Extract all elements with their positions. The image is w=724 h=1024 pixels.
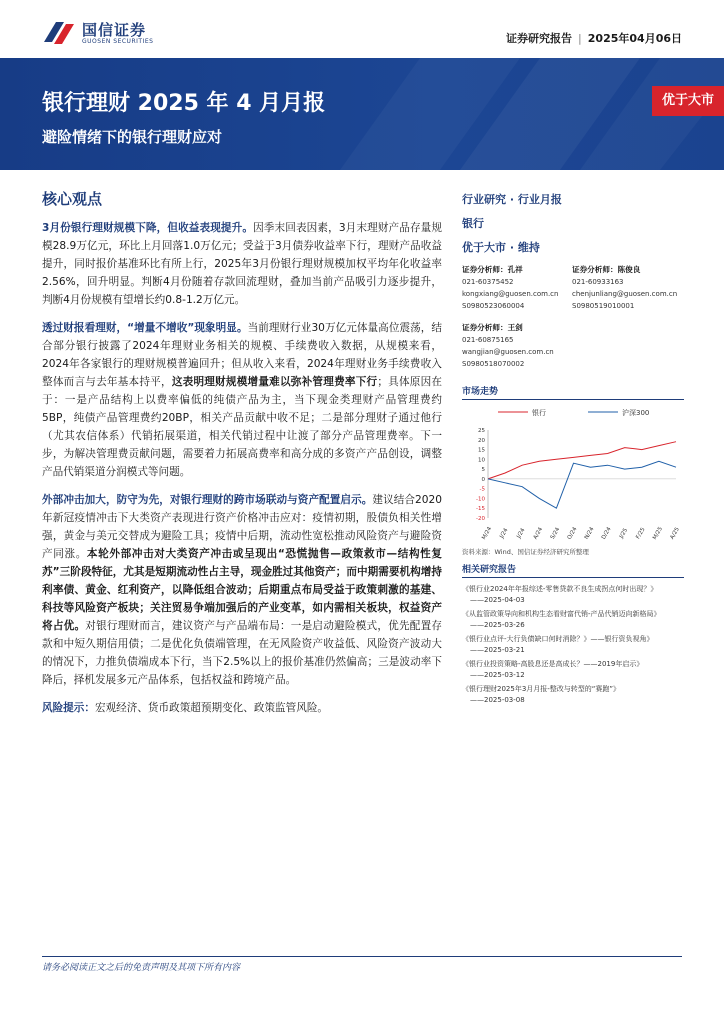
market-trend-chart <box>462 400 684 545</box>
analyst-list <box>462 264 684 380</box>
guosen-logo-icon <box>42 18 76 48</box>
footer-disclaimer: 请务必阅读正文之后的免责声明及其项下所有内容 <box>42 963 241 973</box>
y-tick-label: -15 <box>476 506 485 513</box>
analyst-card <box>462 264 558 312</box>
related-report-item[interactable] <box>462 659 684 681</box>
analyst-cert: S0980523060004 <box>462 302 525 310</box>
logo-text-en: GUOSEN SECURITIES <box>82 38 154 45</box>
related-report-item[interactable] <box>462 634 684 656</box>
sidebar <box>462 188 684 709</box>
paragraph-lead: 透过财报看理财，“增量不增收”现象明显。 <box>42 322 248 334</box>
paragraph-lead: 3月份银行理财规模下降，但收益表现提升。 <box>42 222 254 234</box>
y-tick-label: 5 <box>481 467 485 474</box>
x-tick-label: D/24 <box>600 526 613 541</box>
x-tick-label: N/24 <box>583 526 596 541</box>
x-tick-label: A/24 <box>532 526 545 541</box>
sector-label: 银行 <box>462 217 484 230</box>
analyst-card <box>462 322 554 370</box>
core-views-section <box>42 188 442 727</box>
related-report-title: 《从监管政策导向和机构生态看财富代销-产品代销迈向新格局》 <box>462 610 661 618</box>
analyst-card <box>572 264 677 312</box>
paragraph-emphasis: 这表明理财规模增量难以弥补管理费率下行 <box>171 376 378 388</box>
y-tick-label: 0 <box>481 476 485 483</box>
analyst-title: 证券分析师： <box>462 323 508 332</box>
paragraph-body: 当前理财行业30万亿元体量高位震荡，结合部分银行披露了2024年理财业务相关的规模、手续费收入数据，从规模来看，2024年各家银行的理财规模普遍回升；但从收入来看，2024年理财业务手续费收入整体而言与去年基本持平， <box>42 322 442 388</box>
analyst-title: 证券分析师： <box>462 265 508 274</box>
core-views-heading: 核心观点 <box>42 190 103 208</box>
x-tick-label: J/24 <box>499 527 510 540</box>
chart-source: 资料来源：Wind、国信证券经济研究所整理 <box>462 548 589 556</box>
analyst-email[interactable]: wangjian@guosen.com.cn <box>462 348 554 356</box>
y-tick-label: -5 <box>479 486 485 493</box>
x-tick-label: M/24 <box>481 526 494 541</box>
risk-label: 风险提示： <box>42 702 95 714</box>
analyst-cert: S0980518070002 <box>462 360 525 368</box>
y-tick-label: 25 <box>478 428 485 434</box>
analyst-title: 证券分析师： <box>572 265 618 274</box>
report-meta <box>506 30 682 46</box>
y-tick-label: -10 <box>476 496 485 503</box>
related-reports-list <box>462 584 684 706</box>
y-tick-label: 15 <box>478 447 485 454</box>
related-report-title: 《银行业点评-大行负债缺口何时消除？》——银行资负视角》 <box>462 635 654 643</box>
legend-label: 沪深300 <box>622 409 650 417</box>
report-title: 银行理财 2025 年 4 月月报 <box>42 91 326 116</box>
paragraph-financial-report <box>42 319 442 481</box>
title-banner <box>0 58 724 170</box>
analyst-email[interactable]: chenjunliang@guosen.com.cn <box>572 290 678 298</box>
logo-text-cn: 国信证券 <box>82 21 147 39</box>
industry-label: 行业研究 · 行业月报 <box>462 193 562 206</box>
analyst-name: 孔祥 <box>507 265 523 274</box>
report-type: 证券研究报告 <box>506 32 573 45</box>
paragraph-body: 对银行理财而言，建议资产与产品端布局：一是启动避险模式，优先配置存款和中短久期信用债；二是优化负债端管理，在无风险资产收益低、风险资产波动大的情况下，力推负债端成本下行，当下2.5%以上的报价基准仍然偏高；三是波动率下降后，择机发展多元产品体系，包括权益和跨境产品。 <box>42 620 443 686</box>
market-trend-heading: 市场走势 <box>462 384 684 400</box>
y-tick-label: -20 <box>476 516 485 522</box>
y-tick-label: 20 <box>478 437 485 444</box>
related-reports-heading: 相关研究报告 <box>462 562 684 578</box>
analyst-phone: 021-60933163 <box>572 278 624 286</box>
paragraph-emphasis: 本轮外部冲击对大类资产冲击或呈现出“恐慌抛售—政策救市—结构性复苏”三阶段特征，尤其是短期流动性占主导，现金胜过其他资产；而中期需要机构增持利率债、黄金、红利资产，以降低组合波动；后期重点布局受益于政策刺激的基建、科技等风险资产板块；关注贸易争端加强后的产业变革，如内需相关板块，权益资产将占优。 <box>42 548 442 632</box>
paragraph-external-shock <box>42 491 442 689</box>
related-report-title: 《银行理财2025年3月月报-整改与转型的“赛跑”》 <box>462 685 621 693</box>
related-report-date: ——2025-03-26 <box>470 621 525 629</box>
x-tick-label: J/24 <box>516 527 527 540</box>
paragraph-lead: 外部冲击加大，防守为先，对银行理财的跨市场联动与资产配置启示。 <box>42 494 373 506</box>
report-subtitle: 避险情绪下的银行理财应对 <box>42 128 223 146</box>
x-tick-label: M/25 <box>652 526 665 541</box>
risk-body: 宏观经济、货币政策超预期变化、政策监管风险。 <box>94 702 329 714</box>
series-line-bank <box>488 442 676 479</box>
analyst-name: 王剑 <box>507 323 523 332</box>
analyst-name: 陈俊良 <box>617 265 641 274</box>
y-tick-label: 10 <box>478 457 485 464</box>
rating-badge: 优于大市 <box>652 86 724 116</box>
page-header <box>0 0 724 58</box>
x-tick-label: F/25 <box>635 526 647 541</box>
meta-separator: | <box>578 32 582 45</box>
footer-divider <box>42 956 682 957</box>
market-trend-chart-svg <box>462 400 684 545</box>
legend-label: 银行 <box>532 409 546 417</box>
related-report-title: 《银行业2024年年报综述-零售贷款不良生成拐点何时出现？》 <box>462 585 658 593</box>
risk-warning <box>42 699 442 717</box>
related-report-date: ——2025-03-12 <box>470 671 525 679</box>
x-tick-label: J/25 <box>618 527 630 540</box>
x-tick-label: A/25 <box>669 526 681 541</box>
guosen-logo <box>42 18 192 50</box>
report-date: 2025年04月06日 <box>587 32 682 45</box>
rating-label: 优于大市 · 维持 <box>462 241 540 254</box>
paragraph-body: ；具体原因在于：一是产品结构上以费率偏低的纯债产品为主，当下现金类理财产品管理费约5BP，纯债产品管理费约20BP，相关产品贡献中收不足；二是部分理财子通过他行（尤其农信体系）代销拓展渠道，相关代销过程中让渡了部分产品管理费率。下一步，为解决管理费贡献问题，需要着力拓展高费率和高分成的多资产产品创设，调整产品代销渠道分润模式等问题。 <box>42 376 443 478</box>
x-tick-label: O/24 <box>566 526 579 541</box>
x-tick-label: S/24 <box>549 526 562 541</box>
analyst-cert: S0980519010001 <box>572 302 635 310</box>
paragraph-body: 建议结合2020年新冠疫情冲击下大类资产表现进行资产价格冲击应对：疫情初期，股债负相关性增强，黄金与美元交替成为避险工具；疫情中后期，流动性宽松推动风险资产与避险资产同涨。 <box>42 494 442 560</box>
analyst-email[interactable]: kongxiang@guosen.com.cn <box>462 290 559 298</box>
related-report-date: ——2025-04-03 <box>470 596 525 604</box>
paragraph-body: 因季末回表因素，3月末理财产品存量规模28.9万亿元，环比上月回落1.0万亿元；受益于3月债券收益率下行，理财产品收益提升，同时报价基准环比有所上行，2025年3月份银行理财规模加权平均年化收益率2.56%，回升明显。判断4月份随着存款回流理财，叠加当前产品吸引力逐步提升，判断4月份规模有望增长约0.8-1.2万亿元。 <box>42 222 442 306</box>
analyst-phone: 021-60375452 <box>462 278 514 286</box>
analyst-phone: 021-60875165 <box>462 336 514 344</box>
related-report-title: 《银行业投资策略-高股息还是高成长？——2019年启示》 <box>462 660 644 668</box>
related-report-date: ——2025-03-21 <box>470 646 525 654</box>
related-report-item[interactable] <box>462 584 684 606</box>
related-report-date: ——2025-03-08 <box>470 696 525 704</box>
paragraph-scale <box>42 219 442 309</box>
related-report-item[interactable] <box>462 684 684 706</box>
related-report-item[interactable] <box>462 609 684 631</box>
